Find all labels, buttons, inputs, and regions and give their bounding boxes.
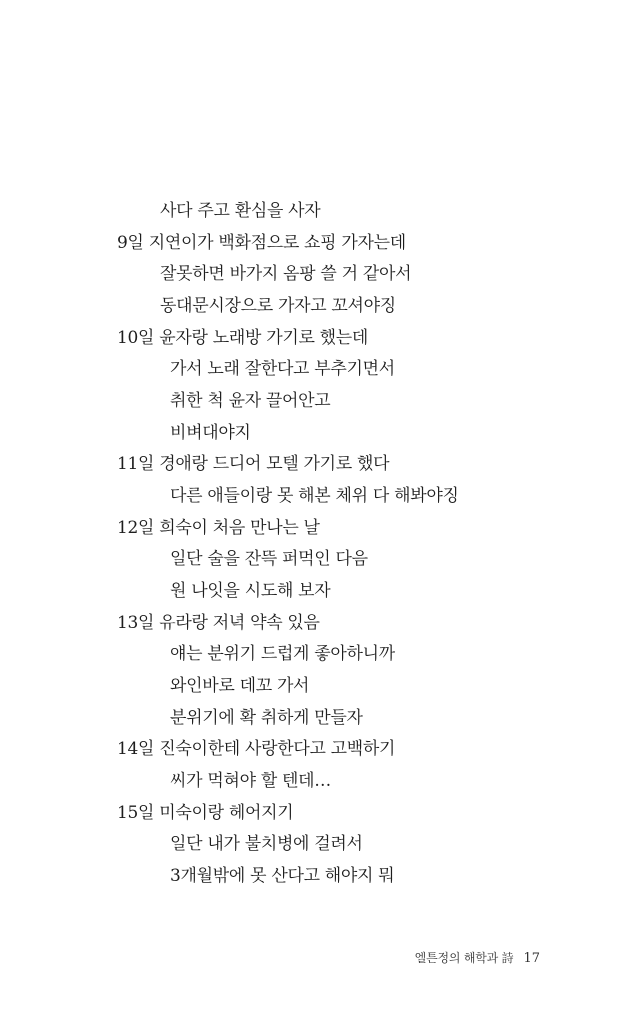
poem-line: 가서 노래 잘한다고 부추기면서 <box>170 359 395 379</box>
poem-line: 10일 윤자랑 노래방 가기로 했는데 <box>117 328 369 348</box>
poem-line: 3개월밖에 못 산다고 해야지 뭐 <box>170 866 395 886</box>
page-footer <box>415 949 540 966</box>
poem-line: 씨가 먹혀야 할 텐데… <box>170 771 331 791</box>
poem-line: 얘는 분위기 드럽게 좋아하니까 <box>170 644 395 664</box>
poem-line: 분위기에 확 취하게 만들자 <box>170 708 363 728</box>
running-title: 엘튼정의 해학과 詩 <box>414 951 514 965</box>
poem-line: 사다 주고 환심을 사자 <box>160 201 321 221</box>
page-number: 17 <box>523 951 540 966</box>
poem-line: 잘못하면 바가지 옴팡 쓸 거 같아서 <box>160 264 412 284</box>
poem-line: 다른 애들이랑 못 해본 체위 다 해봐야징 <box>170 486 459 506</box>
poem-line: 9일 지연이가 백화점으로 쇼핑 가자는데 <box>117 233 406 253</box>
poem-line: 비벼대야지 <box>170 423 251 443</box>
poem-line: 일단 내가 불치병에 걸려서 <box>170 834 363 854</box>
poem-line: 13일 유라랑 저녁 약속 있음 <box>117 613 320 633</box>
poem-line: 14일 진숙이한테 사랑한다고 고백하기 <box>117 739 396 759</box>
poem-line: 15일 미숙이랑 헤어지기 <box>117 803 294 823</box>
poem-line: 11일 경애랑 드디어 모텔 가기로 했다 <box>117 454 390 474</box>
poem-line: 와인바로 데꼬 가서 <box>170 676 310 696</box>
poem-line: 동대문시장으로 가자고 꼬셔야징 <box>160 296 396 316</box>
poem-line: 12일 희숙이 처음 만나는 날 <box>117 518 320 538</box>
poem-line: 취한 척 윤자 끌어안고 <box>170 391 331 411</box>
poem-line: 원 나잇을 시도해 보자 <box>170 581 331 601</box>
poem-line: 일단 술을 잔뜩 퍼먹인 다음 <box>170 549 368 569</box>
